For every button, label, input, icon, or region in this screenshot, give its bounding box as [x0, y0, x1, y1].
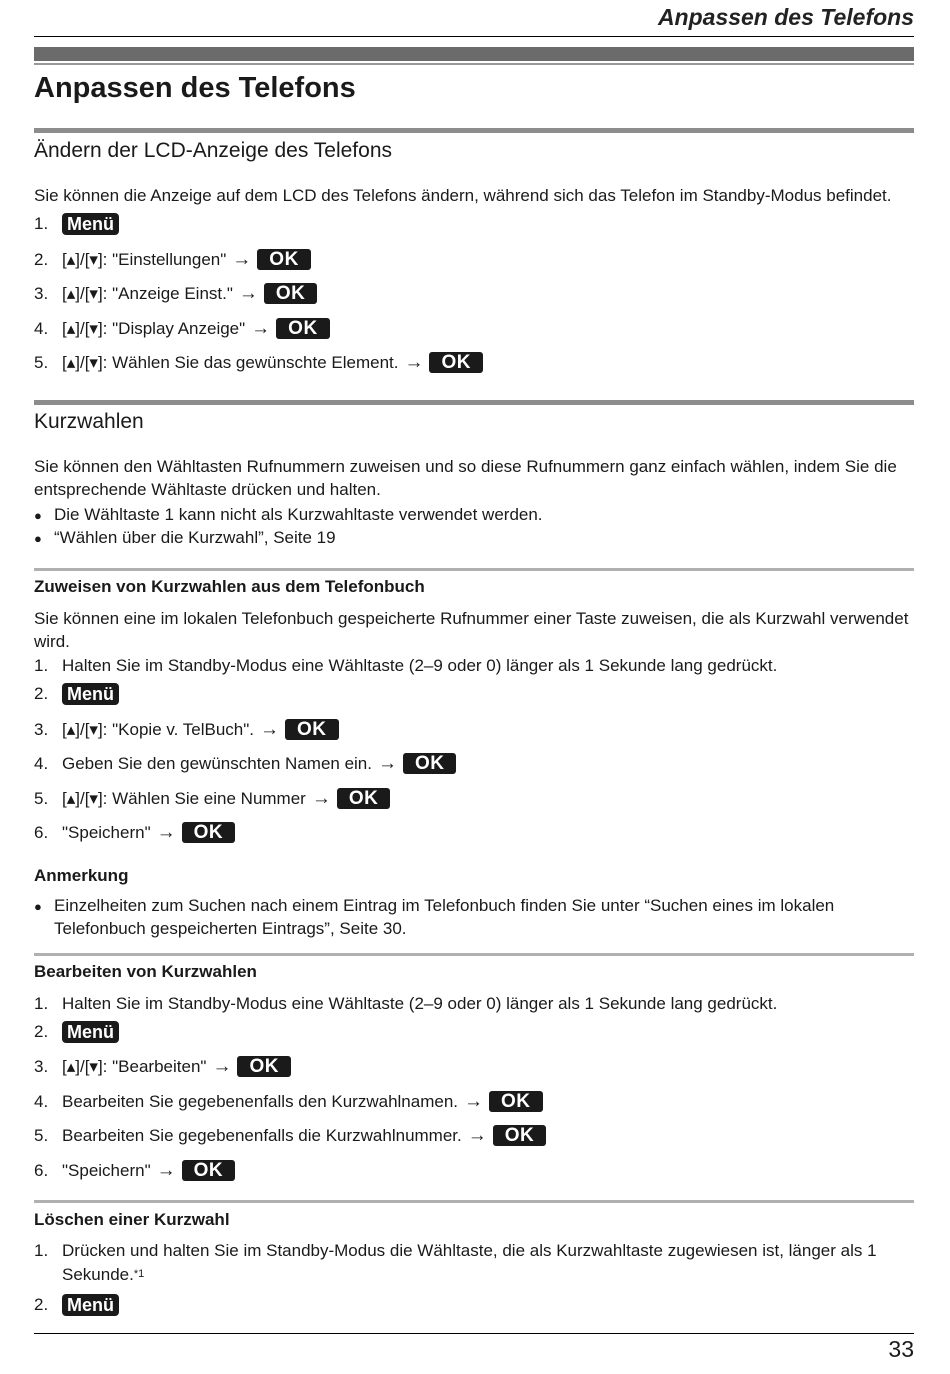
lcd-step-5: 5. [▴]/[▾]: Wählen Sie das gewünschte Element. → OK — [34, 351, 914, 374]
lcd-step-3: 3. [▴]/[▾]: "Anzeige Einst." → OK — [34, 282, 914, 305]
ok-key: OK — [257, 249, 311, 270]
ok-key: OK — [182, 1160, 236, 1181]
chapter-band-line — [34, 63, 914, 65]
arrow-icon: → — [238, 283, 258, 304]
ok-key: OK — [264, 283, 318, 304]
arrow-icon: → — [311, 788, 331, 809]
assign-intro: Sie können eine im lokalen Telefonbuch gespeicherte Rufnummer einer Taste zuweisen, die als Kurzwahl verwendet wird. — [34, 609, 909, 651]
section-rule — [34, 400, 914, 405]
assign-step-4: 4. Geben Sie den gewünschten Namen ein. → OK — [34, 752, 914, 775]
subsection-rule — [34, 953, 914, 956]
ok-key: OK — [237, 1056, 291, 1077]
nav-key-icon: [▴]/[▾]: — [62, 1057, 108, 1076]
edit-step-5: 5. Bearbeiten Sie gegebenenfalls die Kurzwahlnummer. → OK — [34, 1124, 914, 1147]
menu-key: Menü — [62, 213, 119, 235]
assign-step-2: 2. Menü — [34, 682, 914, 705]
nav-key-icon: [▴]/[▾]: — [62, 319, 108, 338]
arrow-icon: → — [464, 1091, 483, 1112]
edit-step-6: 6. "Speichern" → OK — [34, 1159, 914, 1182]
nav-key-icon: [▴]/[▾]: — [62, 789, 108, 808]
lcd-step-2: 2. [▴]/[▾]: "Einstellungen" → OK — [34, 248, 914, 271]
page-number: 33 — [888, 1336, 914, 1362]
chapter-title: Anpassen des Telefons — [34, 72, 356, 104]
delete-heading: Löschen einer Kurzwahl — [34, 1210, 230, 1229]
edit-heading: Bearbeiten von Kurzwahlen — [34, 962, 257, 981]
arrow-icon: → — [260, 719, 279, 740]
subsection-rule — [34, 1200, 914, 1203]
subsection-rule — [34, 568, 914, 571]
delete-step-1: 1. Drücken und halten Sie im Standby-Modus die Wähltaste, die als Kurzwahltaste zugewiesen ist, länger als 1 — [34, 1241, 877, 1260]
delete-step-1-cont: Sekunde. *1 — [62, 1265, 145, 1284]
ok-key: OK — [429, 352, 483, 373]
section-rule — [34, 128, 914, 133]
menu-key: Menü — [62, 1294, 119, 1316]
note-heading: Anmerkung — [34, 866, 129, 885]
lcd-intro: Sie können die Anzeige auf dem LCD des Telefons ändern, während sich das Telefon im Standby-Modus befindet. — [34, 186, 892, 205]
note-bullet: ● Einzelheiten zum Suchen nach einem Eintrag im Telefonbuch finden Sie unter “Suchen eines im lokalen Telefonbuch gespeicherten Eintrags”, Seite 30. — [34, 896, 835, 938]
nav-key-icon: [▴]/[▾]: — [62, 720, 108, 739]
lcd-step-1: 1. Menü — [34, 212, 914, 235]
arrow-icon: → — [251, 318, 271, 339]
running-header: Anpassen des Telefons — [657, 4, 914, 30]
arrow-icon: → — [377, 753, 397, 774]
lcd-step-4: 4. [▴]/[▾]: "Display Anzeige" → OK — [34, 317, 914, 340]
delete-step-2: 2. Menü — [34, 1293, 914, 1316]
footnote-marker: *1 — [133, 1268, 145, 1280]
assign-step-6: 6. "Speichern" → OK — [34, 821, 914, 844]
ok-key: OK — [285, 719, 339, 740]
edit-step-1: 1. Halten Sie im Standby-Modus eine Wähltaste (2–9 oder 0) länger als 1 Sekunde lang gedrückt. — [34, 994, 778, 1013]
ok-key: OK — [182, 822, 236, 843]
assign-step-3: 3. [▴]/[▾]: "Kopie v. TelBuch". → OK — [34, 718, 914, 741]
lcd-heading: Ändern der LCD-Anzeige des Telefons — [34, 139, 392, 162]
arrow-icon: → — [156, 822, 176, 843]
edit-step-2: 2. Menü — [34, 1020, 914, 1043]
ok-key: OK — [403, 753, 457, 774]
ok-key: OK — [276, 318, 330, 339]
menu-key: Menü — [62, 683, 119, 705]
speed-dial-intro: Sie können den Wähltasten Rufnummern zuweisen und so diese Rufnummern ganz einfach wählen, indem Sie die entsprechende Wähltaste drücken und halten. — [34, 457, 897, 499]
bullet-icon: ● — [34, 508, 42, 523]
edit-step-3: 3. [▴]/[▾]: "Bearbeiten" → OK — [34, 1055, 914, 1078]
nav-key-icon: [▴]/[▾]: — [62, 250, 108, 269]
arrow-icon: → — [232, 249, 252, 270]
assign-step-1: 1. Halten Sie im Standby-Modus eine Wähltaste (2–9 oder 0) länger als 1 Sekunde lang gedrückt. — [34, 656, 778, 675]
ok-key: OK — [337, 788, 391, 809]
nav-key-icon: [▴]/[▾]: — [62, 284, 108, 303]
arrow-icon: → — [404, 352, 424, 373]
assign-step-5: 5. [▴]/[▾]: Wählen Sie eine Nummer → OK — [34, 787, 914, 810]
bullet-icon: ● — [34, 531, 42, 546]
arrow-icon: → — [212, 1056, 232, 1077]
edit-step-4: 4. Bearbeiten Sie gegebenenfalls den Kurzwahlnamen. → OK — [34, 1090, 914, 1113]
bullet-item: ● “Wählen über die Kurzwahl”, Seite 19 — [34, 526, 914, 550]
footer-rule — [34, 1333, 914, 1334]
ok-key: OK — [489, 1091, 543, 1112]
ok-key: OK — [493, 1125, 547, 1146]
bullet-icon: ● — [34, 899, 42, 914]
arrow-icon: → — [156, 1160, 176, 1181]
speed-dial-heading: Kurzwahlen — [34, 410, 144, 433]
assign-heading: Zuweisen von Kurzwahlen aus dem Telefonbuch — [34, 577, 425, 596]
header-rule — [34, 36, 914, 37]
nav-key-icon: [▴]/[▾]: — [62, 353, 108, 372]
arrow-icon: → — [467, 1125, 487, 1146]
menu-key: Menü — [62, 1021, 119, 1043]
chapter-band — [34, 47, 914, 61]
bullet-item: ● Die Wähltaste 1 kann nicht als Kurzwahltaste verwendet werden. — [34, 503, 914, 527]
